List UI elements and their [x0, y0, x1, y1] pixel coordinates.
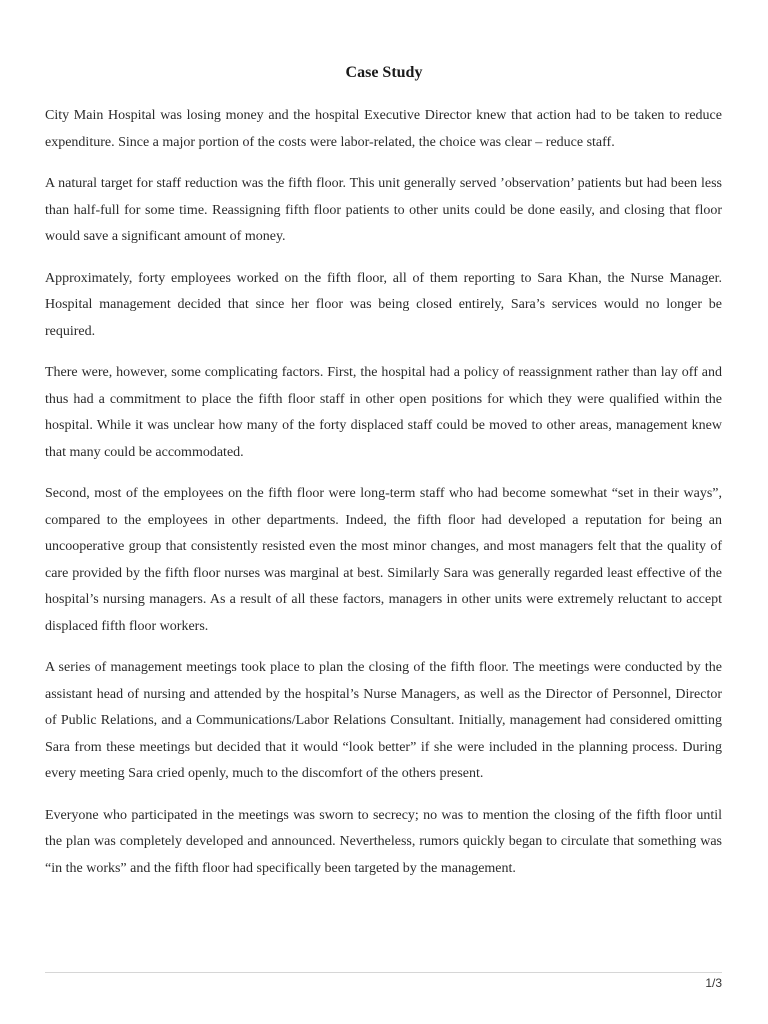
document-title: Case Study [345, 64, 423, 81]
paragraph-6: A series of management meetings took place to plan the closing of the fifth floor. The meetings were conducted by the assistant head of nursing and attended by the hospital’s Nurse Managers, as well as the Director of Personnel, Director of Public Relations, and a Communications/Labor Relations Consultant. Initially, management had considered omitting Sara from these meetings but decided that it would “look better” if she were included in the planning process. During every meeting Sara cried openly, much to the discomfort of the others present. [45, 660, 722, 781]
footer-divider [45, 972, 722, 973]
paragraph-5: Second, most of the employees on the fifth floor were long-term staff who had become somewhat “set in their ways”, compared to the employees in other departments. Indeed, the fifth floor had developed a reputation for being an uncooperative group that consistently resisted even the most minor changes, and most managers felt that the quality of care provided by the fifth floor nurses was marginal at best. Similarly Sara was generally regarded least effective of the hospital’s nursing managers. As a result of all these factors, managers in other units were extremely reluctant to accept displaced fifth floor workers. [45, 486, 722, 634]
paragraph-1: City Main Hospital was losing money and the hospital Executive Director knew that action had to be taken to reduce expenditure. Since a major portion of the costs were labor-related, the choice was clear – reduce staff. [45, 108, 722, 150]
paragraph-3: Approximately, forty employees worked on the fifth floor, all of them reporting to Sara Khan, the Nurse Manager. Hospital management decided that since her floor was being closed entirely, Sara’s services would no longer be required. [45, 270, 722, 339]
document-body [45, 103, 722, 897]
paragraph-4: There were, however, some complicating factors. First, the hospital had a policy of reassignment rather than lay off and thus had a commitment to place the fifth floor staff in other open positions for which they were qualified within the hospital. While it was unclear how many of the forty displaced staff could be moved to other areas, management knew that many could be accommodated. [45, 365, 722, 460]
page-number: 1/3 [705, 976, 722, 990]
paragraph-7: Everyone who participated in the meetings was sworn to secrecy; no was to mention the closing of the fifth floor until the plan was completely developed and announced. Nevertheless, rumors quickly began to circulate that something was “in the works” and the fifth floor had specifically been targeted by the management. [45, 807, 722, 876]
paragraph-2: A natural target for staff reduction was the fifth floor. This unit generally served ’observation’ patients but had been less than half-full for some time. Reassigning fifth floor patients to other units could be done easily, and closing that floor would save a significant amount of money. [45, 176, 722, 244]
